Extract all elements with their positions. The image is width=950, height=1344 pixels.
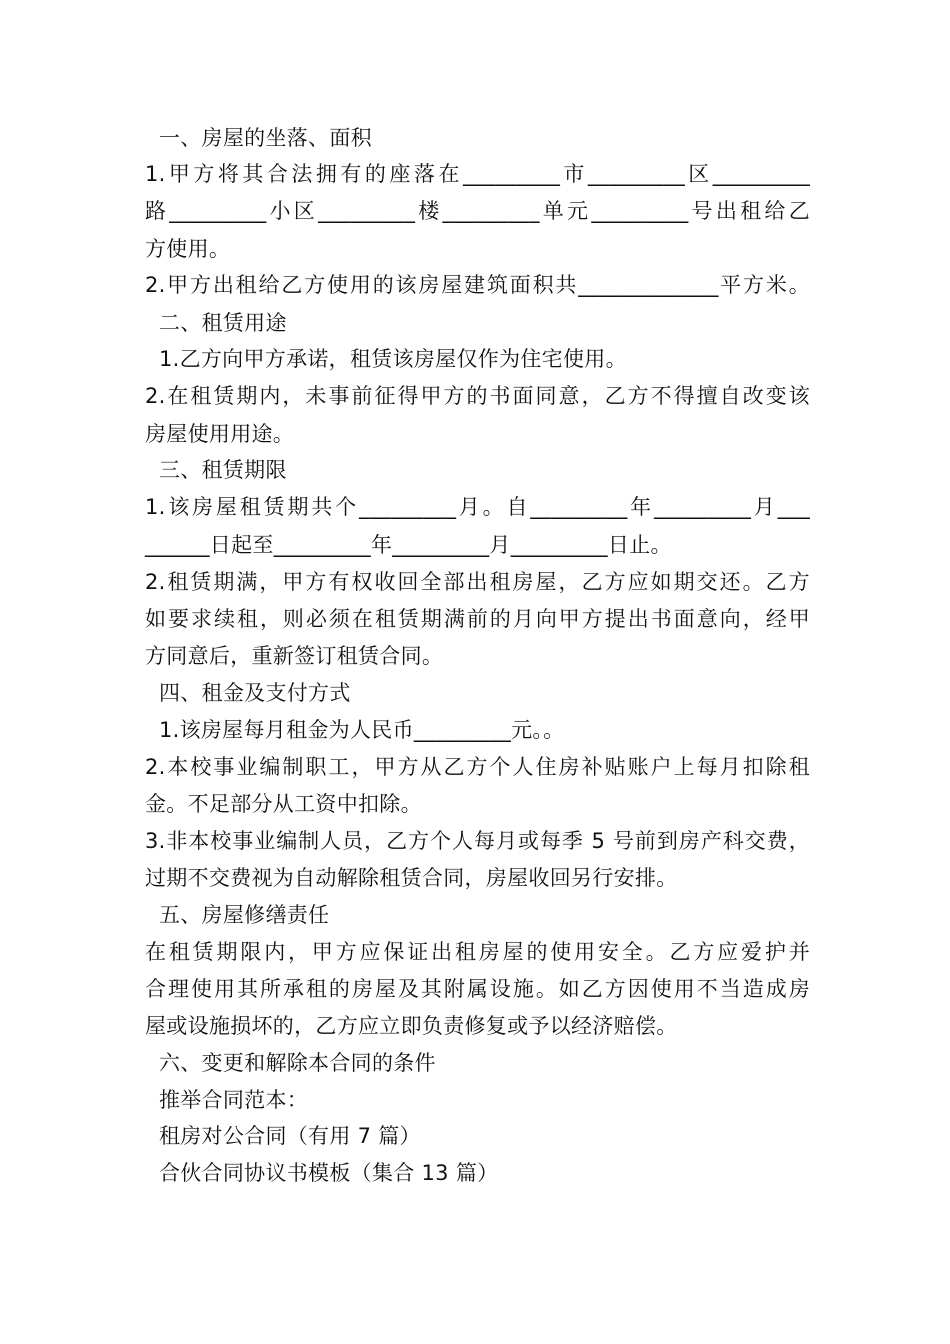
section-heading-4: 四、租金及支付方式 bbox=[145, 681, 351, 705]
paragraph-line: 2.甲方出租给乙方使用的该房屋建筑面积共_____________平方米。 bbox=[145, 273, 810, 297]
paragraph-line: 过期不交费视为自动解除租赁合同，房屋收回另行安排。 bbox=[145, 866, 678, 890]
paragraph-line: 1.该房屋每月租金为人民币_________元。。 bbox=[145, 718, 565, 742]
paragraph-line: 3.非本校事业编制人员，乙方个人每月或每季 5 号前到房产科交费， bbox=[145, 829, 810, 853]
paragraph-line: 2.本校事业编制职工，甲方从乙方个人住房补贴账户上每月扣除租 bbox=[145, 755, 810, 779]
section-heading-5: 五、房屋修缮责任 bbox=[145, 903, 330, 927]
paragraph-line: ______日起至_________年_________月_________日止。 bbox=[145, 533, 672, 557]
paragraph-line: 路_________小区_________楼_________单元_________号出租给乙 bbox=[145, 199, 810, 223]
paragraph-line: 方同意后，重新签订租赁合同。 bbox=[145, 644, 444, 668]
recommend-heading: 推举合同范本： bbox=[145, 1088, 309, 1112]
paragraph-line: 金。不足部分从工资中扣除。 bbox=[145, 792, 422, 816]
paragraph-line: 2.在租赁期内，未事前征得甲方的书面同意，乙方不得擅自改变该 bbox=[145, 384, 810, 408]
section-heading-6: 六、变更和解除本合同的条件 bbox=[145, 1051, 436, 1075]
recommend-link[interactable]: 租房对公合同（有用 7 篇） bbox=[145, 1124, 421, 1148]
section-heading-1: 一、房屋的坐落、面积 bbox=[145, 126, 372, 150]
recommend-link[interactable]: 合伙合同协议书模板（集合 13 篇） bbox=[145, 1161, 499, 1185]
paragraph-line: 1.该房屋租赁期共个_________月。自_________年_________月___ bbox=[145, 495, 810, 519]
paragraph-line: 2.租赁期满，甲方有权收回全部出租房屋，乙方应如期交还。乙方 bbox=[145, 570, 810, 594]
paragraph-line: 房屋使用用途。 bbox=[145, 422, 295, 446]
paragraph-line: 1.甲方将其合法拥有的座落在_________市_________区_________ bbox=[145, 162, 810, 186]
paragraph-line: 合理使用其所承租的房屋及其附属设施。如乙方因使用不当造成房 bbox=[145, 977, 810, 1001]
paragraph-line: 1.乙方向甲方承诺，租赁该房屋仅作为住宅使用。 bbox=[145, 347, 627, 371]
paragraph-line: 在租赁期限内，甲方应保证出租房屋的使用安全。乙方应爱护并 bbox=[145, 940, 810, 964]
paragraph-line: 如要求续租，则必须在租赁期满前的月向甲方提出书面意向，经甲 bbox=[145, 607, 810, 631]
paragraph-line: 屋或设施损坏的，乙方应立即负责修复或予以经济赔偿。 bbox=[145, 1014, 678, 1038]
paragraph-line: 方使用。 bbox=[145, 237, 231, 261]
section-heading-3: 三、租赁期限 bbox=[145, 458, 287, 482]
section-heading-2: 二、租赁用途 bbox=[145, 311, 287, 335]
